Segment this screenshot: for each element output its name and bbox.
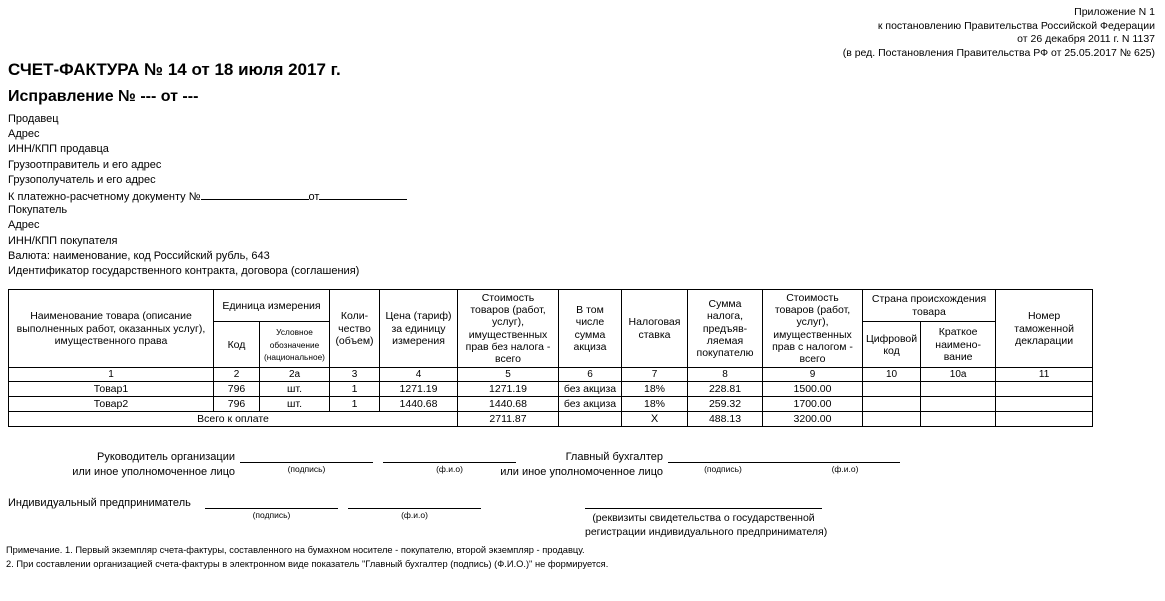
payment-document-number-blank	[201, 188, 309, 200]
director-fio-line[interactable]	[383, 462, 516, 463]
cell-country-code	[863, 397, 921, 412]
total-excise	[559, 412, 622, 427]
cell-price: 1440.68	[380, 397, 458, 412]
table-row	[9, 382, 1093, 397]
director-fio-caption: (ф.и.о)	[436, 464, 463, 474]
colnum-10a: 10а	[921, 368, 996, 382]
entrepreneur-certificate-line[interactable]	[585, 508, 822, 509]
entrepreneur-fio-caption: (ф.и.о)	[401, 510, 428, 520]
legal-reference-line-3: от 26 декабря 2011 г. N 1137	[1017, 33, 1155, 45]
footnote-line-1: Примечание. 1. Первый экземпляр счета-фактуры, составленного на бумахном носителе - покупателю, второй экземпляр - продавцу.	[6, 545, 585, 555]
payment-document-ot-label: от	[308, 190, 320, 203]
cell-tax-amount: 228.81	[688, 382, 763, 397]
invoice-table	[8, 289, 1093, 427]
cell-cost-with-tax: 1500.00	[763, 382, 863, 397]
colnum-2a: 2а	[260, 368, 330, 382]
accountant-label-line-2: или иное уполномоченное лицо	[500, 466, 663, 478]
cell-quantity: 1	[330, 397, 380, 412]
entrepreneur-signature-caption: (подпись)	[252, 510, 291, 520]
header-price: Цена (тариф) за единицу измерения	[380, 290, 458, 368]
entrepreneur-fio-line[interactable]	[348, 508, 481, 509]
legal-reference-line-2: к постановлению Правительства Российской Федерации	[877, 19, 1155, 32]
consignor-label: Грузоотправитель и его адрес	[8, 158, 162, 171]
director-signature-caption: (подпись)	[287, 464, 326, 474]
entrepreneur-label: Индивидуальный предприниматель	[8, 497, 191, 509]
legal-reference-block	[843, 6, 1155, 60]
table-row	[9, 397, 1093, 412]
total-filler-10	[863, 412, 921, 427]
colnum-5: 5	[458, 368, 559, 382]
cell-goods-name: Товар1	[9, 382, 214, 397]
accountant-fio-caption: (ф.и.о)	[831, 464, 859, 474]
payment-document-date-blank	[319, 188, 407, 200]
page-title: СЧЕТ-ФАКТУРА № 14 от 18 июля 2017 г.	[8, 60, 341, 79]
table-column-number-row	[9, 368, 1093, 382]
header-goods-name: Наименование товара (описание выполненных работ, оказанных услуг), имущественного права	[9, 290, 214, 368]
total-cost-without-tax: 2711.87	[458, 412, 559, 427]
cell-country-name	[921, 382, 996, 397]
colnum-1: 1	[9, 368, 214, 382]
header-unit-code: Код	[214, 322, 260, 368]
entrepreneur-signature-line[interactable]	[205, 508, 338, 509]
cell-country-code	[863, 382, 921, 397]
seller-address-label: Адрес	[8, 128, 40, 141]
footnote-block	[6, 543, 608, 571]
cell-tax-amount: 259.32	[688, 397, 763, 412]
buyer-label: Покупатель	[8, 204, 68, 217]
consignee-label: Грузополучатель и его адрес	[8, 173, 156, 186]
accountant-label-line-1: Главный бухгалтер	[565, 451, 663, 463]
legal-reference-line-4: (в ред. Постановления Правительства РФ от 25.05.2017 № 625)	[842, 46, 1155, 59]
colnum-4: 4	[380, 368, 458, 382]
seller-inn-kpp-label: ИНН/КПП продавца	[8, 143, 109, 156]
colnum-10: 10	[863, 368, 921, 382]
cell-customs-declaration	[996, 382, 1093, 397]
total-tax-amount: 488.13	[688, 412, 763, 427]
cell-unit-symbol: шт.	[260, 382, 330, 397]
cell-unit-code: 796	[214, 397, 260, 412]
colnum-2: 2	[214, 368, 260, 382]
accountant-signature-caption: (подпись)	[704, 464, 742, 474]
colnum-3: 3	[330, 368, 380, 382]
total-label: Всего к оплате	[9, 412, 458, 427]
total-filler-11	[996, 412, 1093, 427]
cell-cost-with-tax: 1700.00	[763, 397, 863, 412]
director-label-line-1: Руководитель организации	[96, 451, 235, 463]
cell-goods-name: Товар2	[9, 397, 214, 412]
page-subtitle: Исправление № --- от ---	[8, 88, 199, 105]
header-cost-without-tax: Стоимость товаров (работ, услуг), имущественных прав без налога - всего	[458, 290, 559, 368]
buyer-inn-kpp-label: ИНН/КПП покупателя	[8, 234, 118, 247]
cell-excise: без акциза	[559, 397, 622, 412]
header-country-group: Страна происхождения товара	[863, 290, 996, 322]
colnum-7: 7	[622, 368, 688, 382]
cell-price: 1271.19	[380, 382, 458, 397]
party-details-block	[8, 112, 407, 279]
buyer-address-label: Адрес	[8, 219, 40, 232]
entrepreneur-note-line-1: (реквизиты свидетельства о государственной	[592, 512, 815, 524]
cell-tax-rate: 18%	[622, 382, 688, 397]
payment-document-label: К платежно-расчетному документу №	[8, 190, 201, 203]
cell-quantity: 1	[330, 382, 380, 397]
total-filler-10a	[921, 412, 996, 427]
cell-unit-symbol: шт.	[260, 397, 330, 412]
cell-cost-without-tax: 1440.68	[458, 397, 559, 412]
legal-reference-line-1: Приложение N 1	[1074, 6, 1155, 18]
header-excise: В том числе сумма акциза	[559, 290, 622, 368]
accountant-signature-line[interactable]	[668, 462, 900, 463]
cell-tax-rate: 18%	[622, 397, 688, 412]
colnum-8: 8	[688, 368, 763, 382]
cell-excise: без акциза	[559, 382, 622, 397]
table-total-row	[9, 412, 1093, 427]
footnote-line-2: 2. При составлении организацией счета-фактуры в электронном виде показатель "Главный бухгалтер (подпись) (Ф.И.О.)" не формируется.	[6, 559, 609, 569]
seller-label: Продавец	[8, 113, 59, 125]
table-header-row-main	[9, 290, 1093, 322]
cell-country-name	[921, 397, 996, 412]
header-tax-rate: Налоговая ставка	[622, 290, 688, 368]
total-cost-with-tax: 3200.00	[763, 412, 863, 427]
total-tax-rate: X	[622, 412, 688, 427]
colnum-6: 6	[559, 368, 622, 382]
state-contract-id-label: Идентификатор государственного контракта, договора (соглашения)	[8, 264, 360, 277]
payment-document-row	[8, 188, 407, 203]
header-country-name: Краткое наимено- вание	[921, 322, 996, 368]
header-quantity: Коли- чество (объем)	[330, 290, 380, 368]
cell-unit-code: 796	[214, 382, 260, 397]
colnum-9: 9	[763, 368, 863, 382]
header-cost-with-tax: Стоимость товаров (работ, услуг), имущественных прав с налогом - всего	[763, 290, 863, 368]
header-customs-declaration: Номер таможенной декларации	[996, 290, 1093, 368]
entrepreneur-note-line-2: регистрации индивидуального предпринимателя)	[585, 526, 828, 538]
director-signature-line[interactable]	[240, 462, 373, 463]
cell-customs-declaration	[996, 397, 1093, 412]
director-label-line-2: или иное уполномоченное лицо	[72, 466, 235, 478]
header-tax-amount: Сумма налога, предъяв- ляемая покупателю	[688, 290, 763, 368]
header-unit-symbol: Условное обозначение (национальное)	[260, 322, 330, 368]
header-country-code: Цифровой код	[863, 322, 921, 368]
colnum-11: 11	[996, 368, 1093, 382]
currency-label: Валюта: наименование, код Российский рубль, 643	[8, 249, 270, 262]
header-unit-group: Единица измерения	[214, 290, 330, 322]
cell-cost-without-tax: 1271.19	[458, 382, 559, 397]
